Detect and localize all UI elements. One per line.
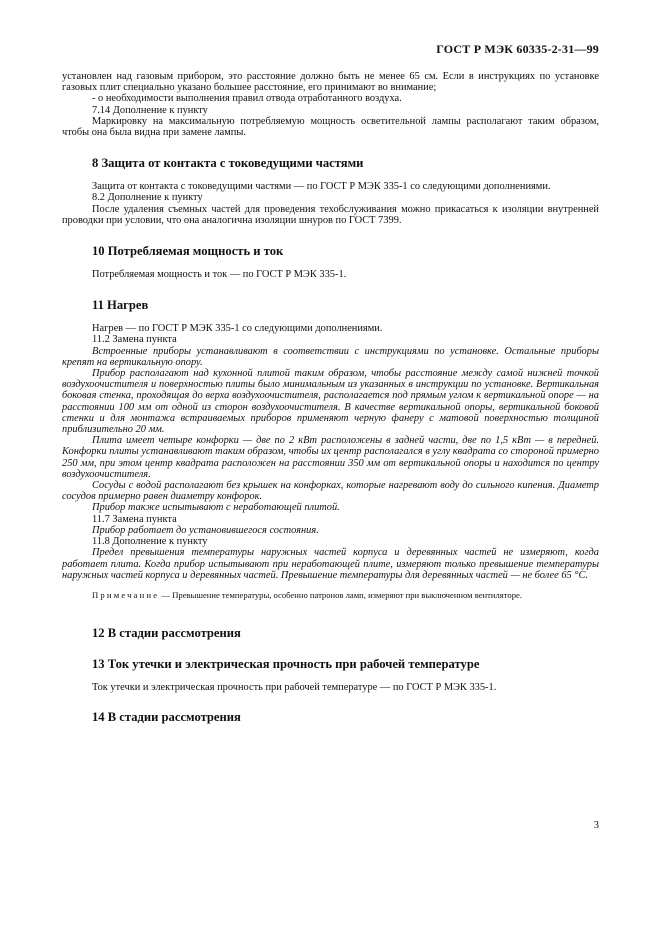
paragraph: Плита имеет четыре конфорки — две по 2 кВт расположены в задней части, две по 1,5 кВт — в передней. Конфорки плиты устанавливают таким образом, чтобы их центр располагался в углу квадрата со стороной примерно 250 мм, при этом центр квадрата расположен на расстоянии 350 мм от вертикальной опоры и находится по центру воздухоочистителя. (62, 435, 599, 480)
paragraph: Защита от контакта с токоведущими частями — по ГОСТ Р МЭК 335-1 со следующими дополнениями. (92, 181, 551, 193)
section-title-10: 10 Потребляемая мощность и ток (92, 244, 284, 259)
note (62, 590, 599, 600)
section-title-11: 11 Нагрев (92, 298, 149, 313)
paragraph: установлен над газовым прибором, это расстояние должно быть не менее 65 см. Если в инструкциях по установке газовых плит специально указано большее расстояние, его принимают во внимание; (62, 71, 599, 94)
note-text: — Превышение температуры, особенно патронов ламп, измеряют при выключенном вентиляторе. (159, 589, 522, 600)
clause-heading: 8.2 Дополнение к пункту (92, 192, 203, 204)
clause-heading: 11.8 Дополнение к пункту (92, 536, 208, 548)
paragraph: Встроенные приборы устанавливают в соответствии с инструкциями по установке. Остальные приборы крепят на вертикальную опору. (62, 345, 599, 368)
paragraph: - о необходимости выполнения правил отвода отработанного воздуха. (92, 93, 402, 105)
paragraph: Нагрев — по ГОСТ Р МЭК 335-1 со следующими дополнениями. (92, 323, 383, 335)
section-title-13: 13 Ток утечки и электрическая прочность при рабочей температуре (92, 656, 480, 671)
paragraph: Прибор также испытывают с неработающей плитой. (92, 502, 340, 514)
page-content (62, 71, 599, 724)
clause-heading: 11.2 Замена пункта (92, 334, 177, 346)
page-number: 3 (593, 820, 599, 831)
clause-heading: 11.7 Замена пункта (92, 513, 177, 525)
clause-heading: 7.14 Дополнение к пункту (92, 104, 208, 116)
paragraph: После удаления съемных частей для проведения техобслуживания можно прикасаться к изоляции внутренней проводки при условии, что она аналогична изоляции шнуров по ГОСТ 7399. (62, 203, 599, 226)
paragraph: Предел превышения температуры наружных частей корпуса и деревянных частей не измеряют, когда работает плита. Когда прибор испытывают при неработающей плите, измеряют только превышение температуры наружных частей корпуса и деревянных частей. Превышение температуры для деревянных частей — не более 65 °С. (62, 547, 599, 581)
section-title-8: 8 Защита от контакта с токоведущими частями (92, 156, 364, 171)
page-header-standard: ГОСТ Р МЭК 60335-2-31—99 (436, 42, 599, 56)
paragraph: Потребляемая мощность и ток — по ГОСТ Р МЭК 335-1. (92, 269, 347, 281)
paragraph: Ток утечки и электрическая прочность при рабочей температуре — по ГОСТ Р МЭК 335-1. (92, 681, 497, 693)
paragraph: Маркировку на максимальную потребляемую мощность осветительной лампы располагают таким образом, чтобы она была видна при замене лампы. (62, 115, 599, 139)
section-title-14: 14 В стадии рассмотрения (92, 710, 241, 725)
paragraph: Сосуды с водой располагают без крышек на конфорках, которые нагревают воду до сильного кипения. Диаметр сосудов примерно равен диаметру конфорок. (62, 480, 599, 503)
section-title-12: 12 В стадии рассмотрения (92, 625, 241, 640)
paragraph: Прибор располагают над кухонной плитой таким образом, чтобы расстояние между самой нижней точкой воздухоочистителя и поверхностью плиты было минимальным из указанных в инструкции по установке. Вертикальная боковая стенка, проходящая до верха воздухоочистителя, располагается под прямым углом к вертикальной опоре — на расстоянии 100 мм от одной из сторон воздухоочистителя. В качестве вертикальной опоры, вертикальной боковой стенки и для монтажа встраиваемых приборов применяют черную фанеру с матовой поверхностью толщиной приблизительно 20 мм. (62, 368, 599, 436)
paragraph: Прибор работает до установившегося состояния. (92, 524, 319, 536)
note-label: Примечание (92, 589, 160, 600)
